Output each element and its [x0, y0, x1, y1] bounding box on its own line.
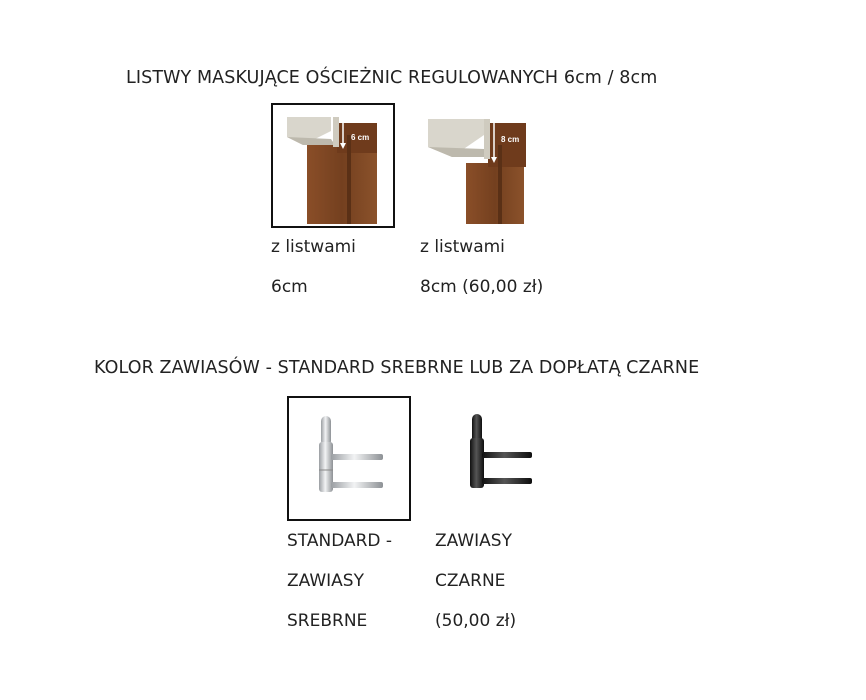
frame-6cm-caption-line1: z listwami: [271, 237, 356, 257]
frame-section-title: LISTWY MASKUJĄCE OŚCIEŻNIC REGULOWANYCH 6cm / 8cm: [126, 68, 658, 88]
hinge-option-black[interactable]: [435, 396, 565, 636]
silver-hinge-image[interactable]: [287, 396, 411, 521]
frame-option-6cm[interactable]: [271, 103, 395, 303]
frame-8cm-caption-line2: 8cm (60,00 zł): [420, 277, 544, 297]
black-hinge-caption: [435, 521, 516, 641]
frame-option-8cm[interactable]: [420, 103, 560, 303]
black-hinge-caption-line3: (50,00 zł): [435, 611, 517, 631]
door-frame-8cm-image[interactable]: [420, 103, 544, 228]
frame-6cm-caption: [271, 227, 356, 307]
frame-8cm-caption: [420, 227, 543, 307]
silver-hinge-caption-line3: SREBRNE: [287, 611, 368, 631]
silver-hinge-caption: [287, 521, 392, 641]
door-frame-6cm-image[interactable]: [271, 103, 395, 228]
frame-8cm-caption-line1: z listwami: [420, 237, 505, 257]
black-hinge-caption-line1: ZAWIASY: [435, 531, 512, 551]
frame-6cm-badge: 6 cm: [351, 133, 370, 142]
hinge-option-silver[interactable]: [287, 396, 417, 636]
hinge-section-title: KOLOR ZAWIASÓW - STANDARD SREBRNE LUB ZA DOPŁATĄ CZARNE: [94, 358, 700, 378]
silver-hinge-caption-line1: STANDARD -: [287, 531, 393, 551]
black-hinge-caption-line2: CZARNE: [435, 571, 506, 591]
black-hinge-image[interactable]: [435, 396, 559, 521]
silver-hinge-caption-line2: ZAWIASY: [287, 571, 364, 591]
frame-8cm-badge: 8 cm: [501, 135, 520, 144]
frame-6cm-caption-line2: 6cm: [271, 277, 308, 297]
